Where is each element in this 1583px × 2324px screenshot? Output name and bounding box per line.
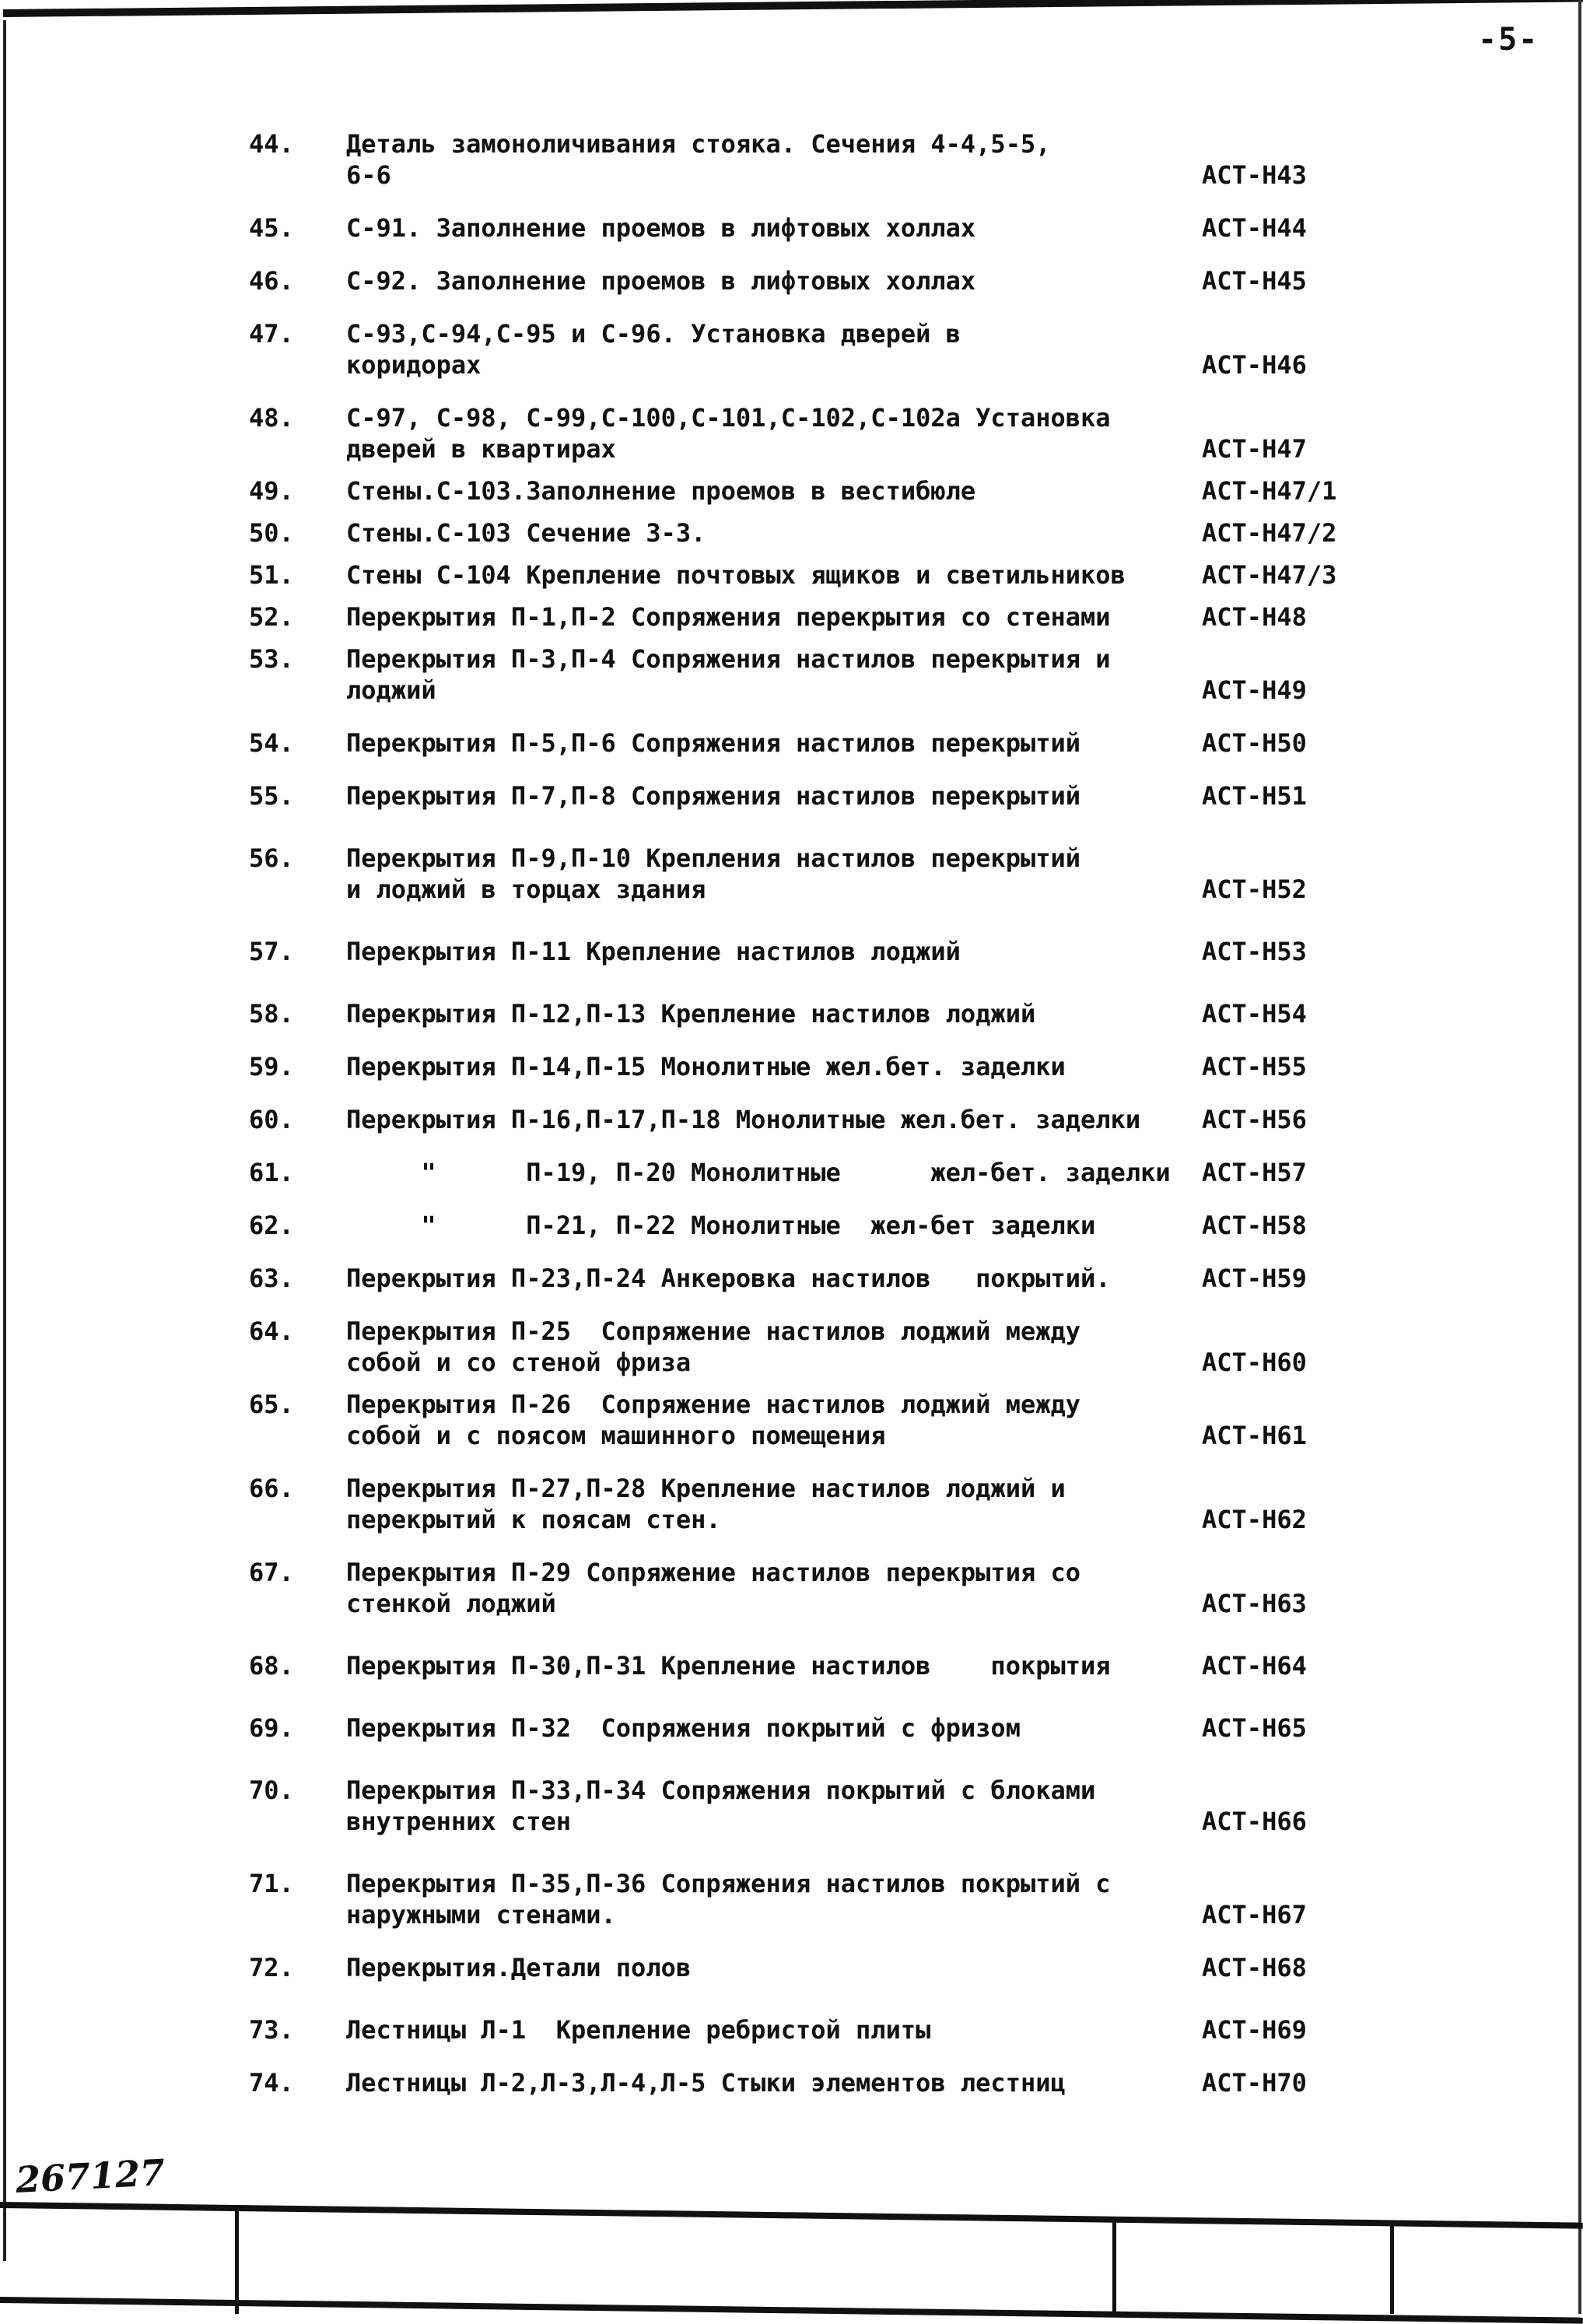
item-description: Перекрытия П-29 Сопряжение настилов перекрытия со стенкой лоджий (346, 1558, 1081, 1618)
drawing-code: АСТ-Н45 (1202, 266, 1307, 296)
item-number: 66. (249, 1474, 294, 1503)
drawing-code: АСТ-Н58 (1202, 1211, 1307, 1240)
item-number: 72. (249, 1953, 294, 1982)
item-number: 51. (249, 560, 294, 590)
title-block-divider (1112, 2217, 1116, 2314)
item-description: Перекрытия П-16,П-17,П-18 Монолитные жел.бет. заделки (346, 1105, 1141, 1134)
drawing-code: АСТ-Н69 (1202, 2015, 1307, 2045)
drawing-code: АСТ-Н56 (1202, 1105, 1307, 1134)
item-description: С-93,С-94,С-95 и С-96. Установка дверей в коридорах (346, 319, 961, 380)
item-description: Стены.С-103.Заполнение проемов в вестибюле (346, 476, 976, 506)
item-description: Перекрытия П-14,П-15 Монолитные жел.бет. заделки (346, 1052, 1066, 1081)
item-description: Перекрытия П-9,П-10 Крепления настилов перекрытий и лоджий в торцах здания (346, 843, 1081, 904)
drawing-code: АСТ-Н44 (1202, 213, 1307, 243)
item-description: С-97, С-98, С-99,С-100,С-101,С-102,С-102а Установка дверей в квартирах (346, 403, 1111, 464)
item-number: 70. (249, 1775, 294, 1805)
item-description: Перекрытия П-7,П-8 Сопряжения настилов перекрытий (346, 781, 1081, 811)
drawing-code: АСТ-Н61 (1202, 1421, 1307, 1450)
item-number: 58. (249, 999, 294, 1029)
drawing-code: АСТ-Н52 (1202, 875, 1307, 904)
handwritten-inventory-number: 267127 (14, 2151, 166, 2201)
item-number: 62. (249, 1211, 294, 1240)
item-number: 46. (249, 266, 294, 296)
title-block-divider (235, 2208, 239, 2314)
item-number: 73. (249, 2015, 294, 2045)
item-description: Перекрытия П-25 Сопряжение настилов лоджий между собой и со стеной фриза (346, 1316, 1081, 1377)
item-number: 60. (249, 1105, 294, 1134)
item-description: Перекрытия П-35,П-36 Сопряжения настилов покрытий с наружными стенами. (346, 1869, 1111, 1930)
drawing-code: АСТ-Н43 (1202, 160, 1307, 190)
frame-border-left (3, 20, 6, 2261)
item-description: " П-21, П-22 Монолитные жел-бет заделки (346, 1211, 1096, 1240)
item-description: " П-19, П-20 Монолитные жел-бет. заделки (346, 1158, 1171, 1187)
page-number: -5- (1478, 22, 1539, 58)
item-description: Перекрытия П-26 Сопряжение настилов лоджий между собой и с поясом машинного помещения (346, 1390, 1081, 1450)
drawing-code: АСТ-Н65 (1202, 1713, 1307, 1743)
item-number: 45. (249, 213, 294, 243)
drawing-code: АСТ-Н47/2 (1202, 518, 1337, 548)
drawing-code: АСТ-Н47/1 (1202, 476, 1337, 506)
item-description: Перекрытия П-32 Сопряжения покрытий с фризом (346, 1713, 1021, 1743)
item-description: Деталь замоноличивания стояка. Сечения 4-4,5-5, 6-6 (346, 129, 1051, 190)
drawing-code: АСТ-Н68 (1202, 1953, 1307, 1982)
item-number: 57. (249, 937, 294, 966)
item-number: 65. (249, 1390, 294, 1419)
item-number: 71. (249, 1869, 294, 1898)
item-number: 69. (249, 1713, 294, 1743)
item-description: Перекрытия П-1,П-2 Сопряжения перекрытия со стенами (346, 602, 1111, 632)
drawing-code: АСТ-Н63 (1202, 1589, 1307, 1618)
item-description: Перекрытия П-11 Крепление настилов лоджий (346, 937, 961, 966)
item-description: С-91. Заполнение проемов в лифтовых холлах (346, 213, 976, 243)
item-description: Перекрытия П-27,П-28 Крепление настилов лоджий и перекрытий к поясам стен. (346, 1474, 1066, 1534)
drawing-code: АСТ-Н51 (1202, 781, 1307, 811)
item-description: Стены С-104 Крепление почтовых ящиков и светильников (346, 560, 1126, 590)
drawing-code: АСТ-Н54 (1202, 999, 1307, 1029)
drawing-code: АСТ-Н70 (1202, 2068, 1307, 2098)
item-number: 53. (249, 644, 294, 674)
drawing-code: АСТ-Н66 (1202, 1807, 1307, 1836)
item-description: Перекрытия П-30,П-31 Крепление настилов покрытия (346, 1651, 1111, 1681)
drawing-code: АСТ-Н67 (1202, 1900, 1307, 1930)
item-number: 67. (249, 1558, 294, 1587)
item-number: 63. (249, 1264, 294, 1293)
drawing-code: АСТ-Н46 (1202, 350, 1307, 380)
drawing-code: АСТ-Н48 (1202, 602, 1307, 632)
drawing-code: АСТ-Н47 (1202, 434, 1307, 464)
drawing-code: АСТ-Н50 (1202, 728, 1307, 758)
item-description: Перекрытия П-12,П-13 Крепление настилов лоджий (346, 999, 1036, 1029)
drawing-code: АСТ-Н59 (1202, 1264, 1307, 1293)
drawing-code: АСТ-Н47/3 (1202, 560, 1337, 590)
item-number: 44. (249, 129, 294, 159)
item-number: 47. (249, 319, 294, 349)
item-description: С-92. Заполнение проемов в лифтовых холлах (346, 266, 976, 296)
item-number: 61. (249, 1158, 294, 1187)
frame-border-right (1578, 0, 1581, 2314)
drawing-code: АСТ-Н49 (1202, 675, 1307, 705)
item-number: 55. (249, 781, 294, 811)
item-number: 50. (249, 518, 294, 548)
item-description: Лестницы Л-2,Л-3,Л-4,Л-5 Стыки элементов лестниц (346, 2068, 1066, 2098)
item-description: Перекрытия.Детали полов (346, 1953, 692, 1982)
item-description: Лестницы Л-1 Крепление ребристой плиты (346, 2015, 931, 2045)
item-number: 59. (249, 1052, 294, 1081)
item-description: Перекрытия П-3,П-4 Сопряжения настилов перекрытия и лоджий (346, 644, 1111, 705)
item-number: 49. (249, 476, 294, 506)
item-number: 52. (249, 602, 294, 632)
item-number: 54. (249, 728, 294, 758)
drawing-code: АСТ-Н62 (1202, 1505, 1307, 1534)
item-description: Перекрытия П-23,П-24 Анкеровка настилов покрытий. (346, 1264, 1111, 1293)
item-number: 48. (249, 403, 294, 433)
item-description: Перекрытия П-33,П-34 Сопряжения покрытий с блоками внутренних стен (346, 1775, 1096, 1836)
frame-border-top (3, 0, 1583, 17)
item-number: 74. (249, 2068, 294, 2098)
drawing-code: АСТ-Н57 (1202, 1158, 1307, 1187)
drawing-code: АСТ-Н60 (1202, 1348, 1307, 1377)
item-description: Перекрытия П-5,П-6 Сопряжения настилов перекрытий (346, 728, 1081, 758)
item-number: 68. (249, 1651, 294, 1681)
item-number: 64. (249, 1316, 294, 1346)
item-description: Стены.С-103 Сечение 3-3. (346, 518, 706, 548)
title-block-divider (1390, 2222, 1394, 2314)
drawing-code: АСТ-Н55 (1202, 1052, 1307, 1081)
drawing-code: АСТ-Н64 (1202, 1651, 1307, 1681)
item-number: 56. (249, 843, 294, 873)
drawing-code: АСТ-Н53 (1202, 937, 1307, 966)
